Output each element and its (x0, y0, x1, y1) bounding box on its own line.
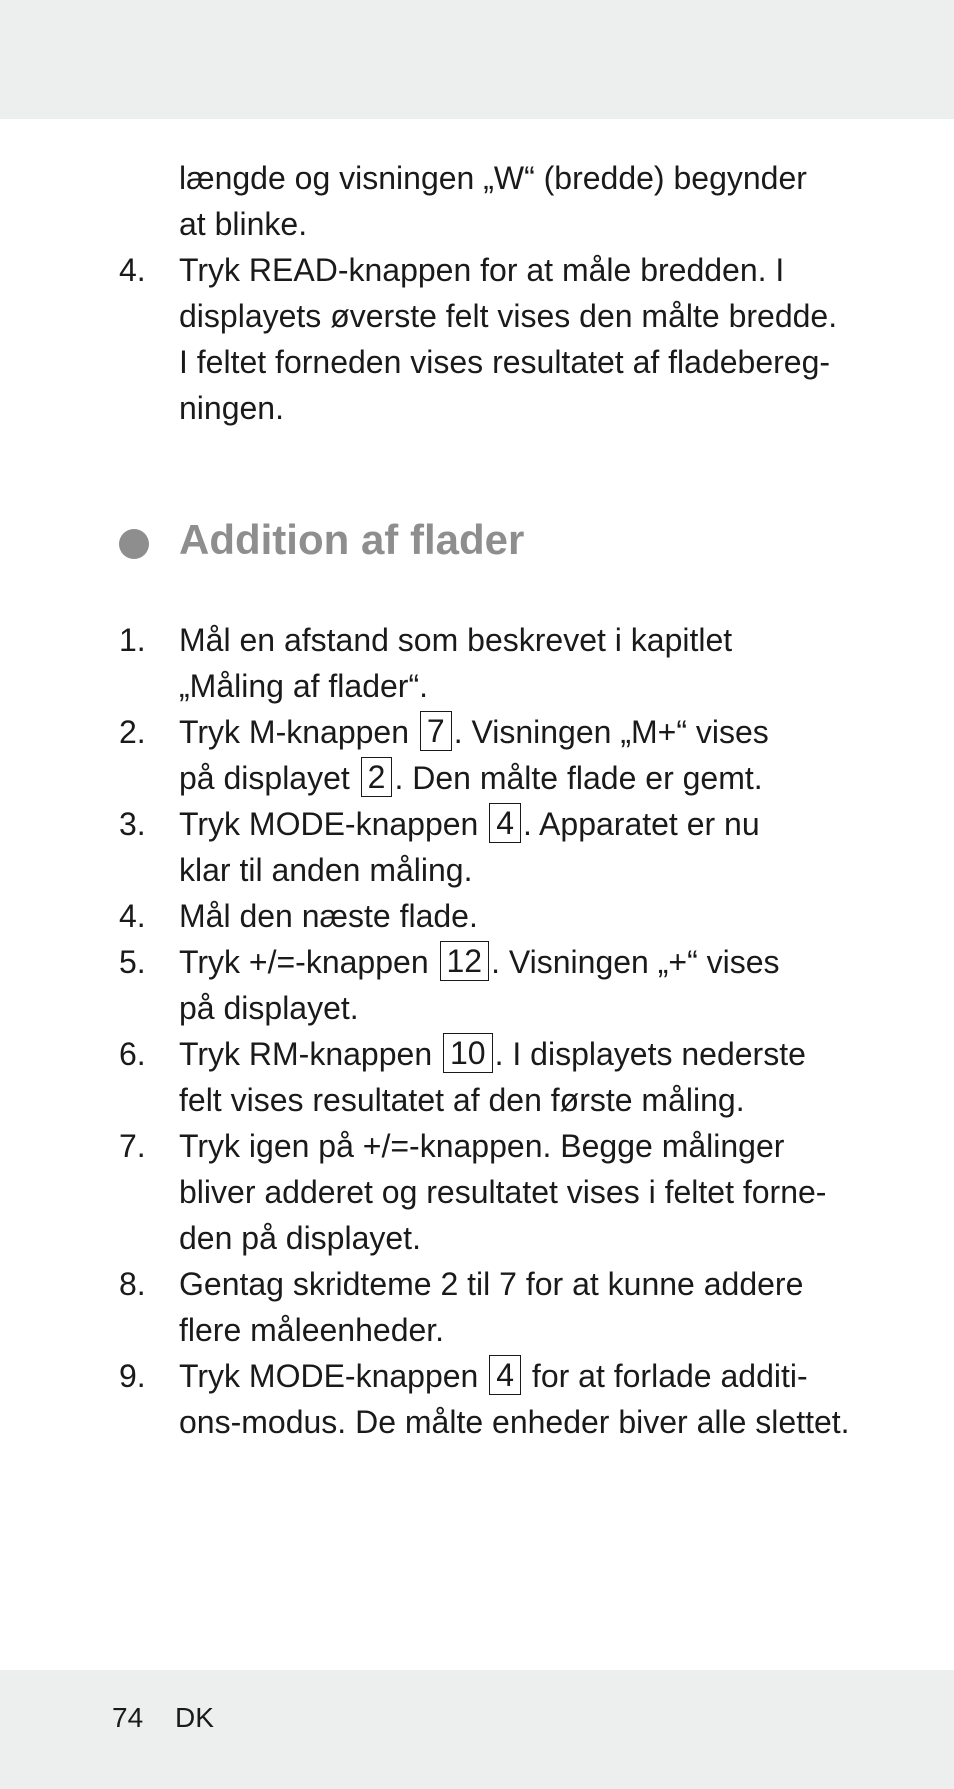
step-text: „Måling af flader“. (179, 668, 428, 704)
step-text-part: for at forlade additi- (523, 1358, 808, 1394)
step-number: 3. (119, 806, 146, 842)
step-text (179, 755, 849, 801)
step-text: I feltet forneden vises resultatet af fladebereg- (179, 344, 831, 380)
step-number: 4. (119, 898, 146, 934)
step-text: Mål den næste flade. (179, 898, 478, 934)
part-reference: 7 (420, 711, 452, 751)
step-number: 2. (119, 714, 146, 750)
step-text-part: . Visningen „+“ vises (491, 944, 780, 980)
continuation-line: at blinke. (179, 206, 308, 242)
step-number: 5. (119, 944, 146, 980)
step-text: Gentag skridteme 2 til 7 for at kunne addere (179, 1266, 804, 1302)
step-text: Tryk igen på +/=-knappen. Begge målinger (179, 1128, 785, 1164)
section-title: Addition af flader (179, 516, 525, 563)
part-reference: 12 (440, 941, 490, 981)
step-text: klar til anden måling. (179, 852, 473, 888)
step-text-part: . Visningen „M+“ vises (453, 714, 769, 750)
step-text: den på displayet. (179, 1220, 421, 1256)
step-text-part: Tryk RM-knappen (179, 1036, 441, 1072)
step-text: Mål en afstand som beskrevet i kapitlet (179, 622, 733, 658)
part-reference: 4 (489, 803, 521, 843)
step-text: displayets øverste felt vises den målte bredde. (179, 298, 838, 334)
step-text: flere måleenheder. (179, 1312, 445, 1348)
step-text: felt vises resultatet af den første måling. (179, 1082, 745, 1118)
step-text (179, 1031, 849, 1077)
step-text: Tryk READ-knappen for at måle bredden. I (179, 252, 785, 288)
step-text-part: . Apparatet er nu (523, 806, 760, 842)
step-text (179, 939, 849, 985)
step-text-part: . Den målte flade er gemt. (394, 760, 763, 796)
part-reference: 10 (443, 1033, 493, 1073)
section-bullet-icon (119, 529, 149, 559)
step-text-part: Tryk +/=-knappen (179, 944, 438, 980)
step-number: 8. (119, 1266, 146, 1302)
continuation-line: længde og visningen „W“ (bredde) begynder (179, 160, 807, 196)
step-text: ningen. (179, 390, 284, 426)
step-text-part: Tryk MODE-knappen (179, 1358, 488, 1394)
step-number: 7. (119, 1128, 146, 1164)
step-text: på displayet. (179, 990, 359, 1026)
step-text (179, 801, 849, 847)
part-reference: 4 (489, 1355, 521, 1395)
step-text-part: Tryk MODE-knappen (179, 806, 488, 842)
step-text (179, 1353, 849, 1399)
step-text (179, 709, 849, 755)
page-number: 74 (112, 1702, 144, 1733)
step-text-part: . I displayets nederste (494, 1036, 806, 1072)
step-text-part: på displayet (179, 760, 359, 796)
part-reference: 2 (361, 757, 393, 797)
step-text-part: Tryk M-knappen (179, 714, 418, 750)
language-code: DK (175, 1702, 214, 1733)
header-band (0, 0, 954, 119)
step-text: bliver adderet og resultatet vises i feltet forne- (179, 1174, 827, 1210)
step-number: 4. (119, 252, 146, 288)
step-text: ons-modus. De målte enheder biver alle slettet. (179, 1404, 850, 1440)
step-number: 1. (119, 622, 146, 658)
step-number: 6. (119, 1036, 146, 1072)
step-number: 9. (119, 1358, 146, 1394)
